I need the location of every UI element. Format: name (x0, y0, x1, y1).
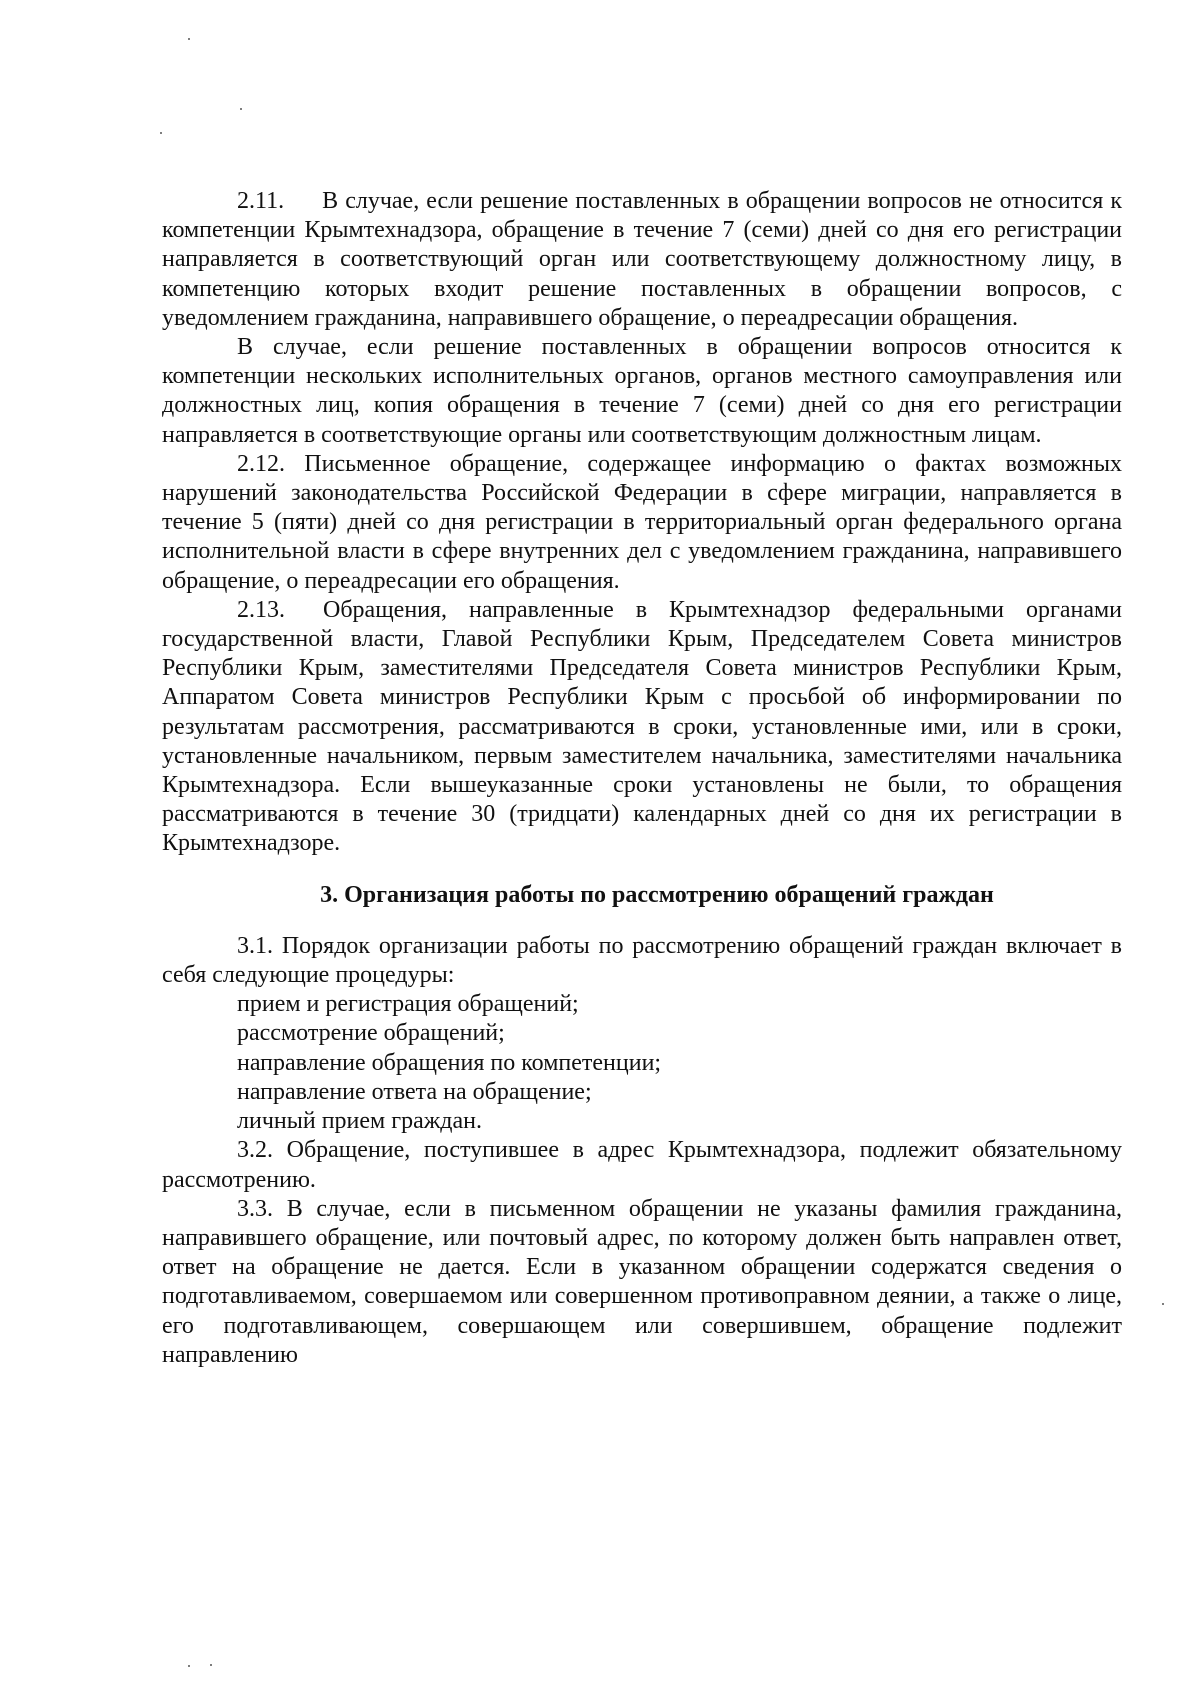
section-3-heading: 3. Организация работы по рассмотрению обращений граждан (320, 881, 994, 908)
paragraph-3-2: 3.2. Обращение, поступившее в адрес Крымтехнадзора, подлежит обязательному рассмотрению. (162, 1137, 1122, 1193)
paragraph-2-11-continued: В случае, если решение поставленных в обращении вопросов относится к компетенции нескольких исполнительных органов, органов местного самоуправления или должностных лиц, копия обращения в течение 7 (семи) дней со дня его регистрации направляется в соответствующие органы или соответствующим должностным лицам. (162, 334, 1122, 448)
paragraph-text: В случае, если решение поставленных в обращении вопросов не относится к компетенции Крымтехнадзора, обращение в течение 7 (семи) дней со дня его регистрации направляется в соответствующий орган или соответствующему должностному лицу, в компетенцию которых входит решение поставленных в обращении вопросов, с уведомлением гражданина, направившего обращение, о переадресации обращения. (162, 188, 1122, 331)
scan-speck (160, 132, 162, 134)
paragraph-2-11 (162, 187, 1122, 333)
scan-speck (188, 38, 190, 40)
scan-speck (240, 108, 242, 110)
paragraph-text: Обращения, направленные в Крымтехнадзор федеральными органами государственной власти, Главой Республики Крым, Председателем Совета министров Республики Крым, заместителями Председателя Совета министров Республики Крым, Аппаратом Совета министров Республики Крым с просьбой об информировании по результатам рассмотрения, рассматриваются в сроки, установленные ими, или в сроки, установленные начальником, первым заместителем начальника, заместителями начальника Крымтехнадзора. Если вышеуказанные сроки установлены не были, то обращения рассматриваются в течение 30 (тридцати) календарных дней со дня их регистрации в Крымтехнадзоре. (162, 596, 1122, 857)
procedure-item: личный прием граждан. (237, 1108, 483, 1135)
paragraph-2-12: 2.12. Письменное обращение, содержащее информацию о фактах возможных нарушений законодательства Российской Федерации в сфере миграции, направляется в течение 5 (пяти) дней со дня регистрации в территориальный орган федерального органа исполнительной власти в сфере внутренних дел с уведомлением гражданина, направившего обращение, о переадресации его обращения. (162, 450, 1122, 594)
procedure-item: направление ответа на обращение; (237, 1078, 592, 1105)
scan-speck (188, 1665, 190, 1667)
procedure-item: прием и регистрация обращений; (237, 991, 579, 1018)
document-body (162, 187, 1122, 1370)
paragraph-number: 2.11. (237, 188, 285, 214)
procedure-item: рассмотрение обращений; (237, 1020, 505, 1047)
paragraph-2-13 (162, 596, 1122, 859)
procedure-item: направление обращения по компетенции; (237, 1049, 662, 1076)
paragraph-3-3: 3.3. В случае, если в письменном обращении не указаны фамилия гражданина, направившего обращение, или почтовый адрес, по которому должен быть направлен ответ, ответ на обращение не дается. Если в указанном обращении содержатся сведения о подготавливаемом, совершаемом или совершенном противоправном деянии, а также о лице, его подготавливающем, совершающем или совершившем, обращение подлежит направлению (162, 1195, 1122, 1368)
scan-speck (210, 1664, 212, 1666)
scan-speck (1162, 1303, 1164, 1305)
paragraph-3-1: 3.1. Порядок организации работы по рассмотрению обращений граждан включает в себя следующие процедуры: (162, 932, 1122, 989)
paragraph-number: 2.13. (237, 596, 285, 623)
